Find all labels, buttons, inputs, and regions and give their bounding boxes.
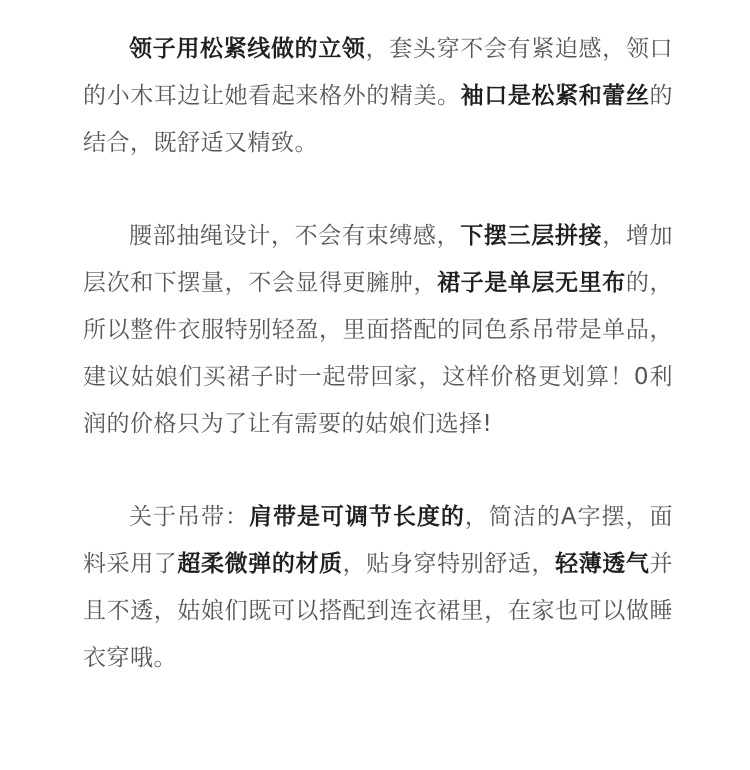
body-text: 关于吊带： xyxy=(129,504,249,530)
body-text: ，简洁的A字摆，面料采用了 xyxy=(83,504,674,577)
body-text: ，贴身穿特别舒适， xyxy=(342,551,556,577)
product-description xyxy=(83,26,673,682)
body-text: 的，所以整件衣服特别轻盈，里面搭配的同色系吊带是单品，建议姑娘们买裙子时一起带回家，这样价格更划算！0利润的价格只为了让有需要的姑娘们选择! xyxy=(83,270,674,437)
highlight-text: 领子用松紧线做的立领 xyxy=(129,36,366,62)
highlight-text: 裙子是单层无里布 xyxy=(437,270,626,296)
highlight-text: 下摆三层拼接 xyxy=(460,223,603,249)
highlight-text: 肩带是可调节长度的 xyxy=(248,504,465,530)
highlight-text: 轻薄透气 xyxy=(555,551,650,577)
paragraph-camisole xyxy=(83,494,673,682)
highlight-text: 袖口是松紧和蕾丝 xyxy=(460,83,650,109)
body-text: 的结合，既舒适又精致。 xyxy=(83,83,674,156)
body-text: 腰部抽绳设计，不会有束缚感， xyxy=(129,223,461,249)
paragraph-waist-hem xyxy=(83,213,673,448)
highlight-text: 超柔微弹的材质 xyxy=(177,551,343,577)
body-text: ，增加层次和下摆量，不会显得更臃肿， xyxy=(83,223,674,296)
paragraph-collar-cuffs xyxy=(83,26,673,167)
body-text: ，套头穿不会有紧迫感，领口的小木耳边让她看起来格外的精美。 xyxy=(83,36,674,109)
body-text: 并且不透，姑娘们既可以搭配到连衣裙里，在家也可以做睡衣穿哦。 xyxy=(83,551,674,671)
